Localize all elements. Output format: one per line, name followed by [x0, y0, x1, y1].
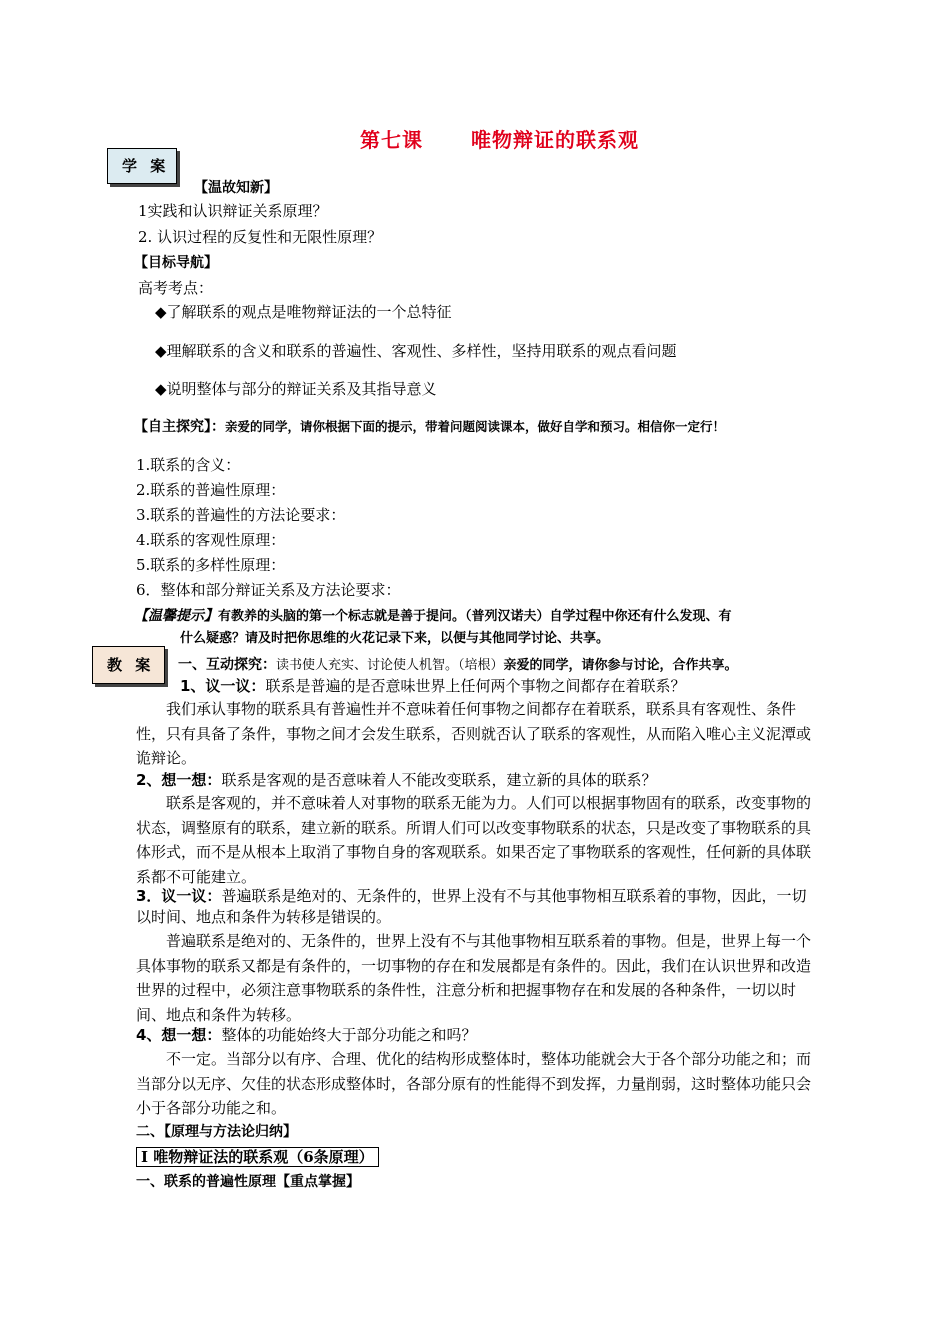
summary-subheading: 一、联系的普遍性原理【重点掌握】: [136, 1174, 360, 1190]
exam-points-label: 高考考点：: [138, 279, 214, 297]
answer-1: 我们承认事物的联系具有普遍性并不意味着任何事物之间都存在着联系，联系具有客观性、条件性，只有具备了条件，事物之间才会发生联系，否则就否认了联系的客观性，从而陷入唯心主义泥潭或诡辩论。: [136, 700, 812, 767]
answer-3: 普遍联系是绝对的、无条件的，世界上没有不与其他事物相互联系着的事物。但是，世界上每一个具体事物的联系又都是有条件的，一切事物的存在和发展都是有条件的。因此，我们在认识世界和改造世界的过程中，必须注意事物联系的条件性，注意分析和把握事物存在和发展的各种条件，一切以时间、地点和条件为转移。: [136, 932, 812, 1024]
self-study-item: 5.联系的多样性原理：: [136, 556, 286, 574]
question-2-text: 联系是客观的是否意味着人不能改变联系，建立新的具体的联系？: [221, 771, 657, 789]
review-heading: 【温故知新】: [194, 180, 278, 196]
page-title: [360, 124, 639, 153]
question-4-label: 4、想一想：: [136, 1026, 222, 1044]
summary-box: [136, 1147, 379, 1167]
interactive-heading: 一、互动探究：: [178, 657, 276, 673]
tip-line-1: [134, 606, 732, 627]
question-1-text: 联系是普遍的是否意味世界上任何两个事物之间都存在着联系？: [265, 677, 686, 695]
answer-4: 不一定。当部分以有序、合理、优化的结构形成整体时，整体功能就会大于各个部分功能之和；而当部分以无序、欠佳的状态形成整体时，各部分原有的性能得不到发挥，力量削弱，这时整体功能只会小于各部分功能之和。: [136, 1050, 812, 1117]
review-q2: 2. 认识过程的反复性和无限性原理？: [138, 228, 383, 246]
xuean-label-box: 学 案: [107, 148, 177, 184]
goal-item: ◆理解联系的含义和联系的普遍性、客观性、多样性，坚持用联系的观点看问题: [155, 342, 677, 360]
tip-text-1: 有教养的头脑的第一个标志就是善于提问。（普列汉诺夫）自学过程中你还有什么发现、有: [218, 609, 732, 624]
tip-heading: 【温馨提示】: [134, 608, 218, 624]
self-study-intro: 亲爱的同学，请你根据下面的提示，带着问题阅读课本，做好自学和预习。相信你一定行！: [225, 419, 726, 434]
question-1-label: 1、议一议：: [180, 677, 266, 695]
interactive-line: [178, 655, 738, 676]
goal-item: ◆说明整体与部分的辩证关系及其指导意义: [155, 380, 437, 398]
goal-item: ◆了解联系的观点是唯物辩证法的一个总特征: [155, 303, 452, 321]
goals-heading: 【目标导航】: [134, 255, 218, 271]
self-study-item: 2.联系的普遍性原理：: [136, 481, 286, 499]
question-3-label: 3．议一议：: [136, 887, 222, 905]
self-study-item: 3.联系的普遍性的方法论要求：: [136, 506, 346, 524]
question-3: [136, 886, 814, 928]
answer-2: 联系是客观的，并不意味着人对事物的联系无能为力。人们可以根据事物固有的联系，改变事物的状态，调整原有的联系，建立新的联系。所谓人们可以改变事物联系的状态，只是改变了事物联系的具体形式，而不是从根本上取消了事物自身的客观联系。如果否定了事物联系的客观性，任何新的具体联系都不可能建立。: [136, 794, 812, 886]
question-4-text: 整体的功能始终大于部分功能之和吗？: [221, 1026, 477, 1044]
title-topic: 唯物辩证的联系观: [471, 128, 639, 152]
question-2: [136, 770, 656, 790]
summary-box-text: Ⅰ 唯物辩证法的联系观（6条原理）: [136, 1147, 379, 1167]
question-2-label: 2、想一想：: [136, 771, 222, 789]
self-study-item: 6．整体和部分辩证关系及方法论要求：: [136, 581, 401, 599]
question-3-text: 普遍联系是绝对的、无条件的，世界上没有不与其他事物相互联系着的事物，因此，一切以时间、地点和条件为转移是错误的。: [136, 887, 807, 926]
title-lesson: 第七课: [360, 128, 423, 152]
review-q1: 1实践和认识辩证关系原理？: [138, 202, 328, 220]
jiaoan-label-box: 教 案: [92, 646, 165, 684]
tip-text-2: 什么疑惑？请及时把你思维的火花记录下来，以便与其他同学讨论、共享。: [180, 631, 610, 646]
self-study-heading: 【自主探究】：: [134, 419, 225, 435]
self-study-item: 1.联系的含义：: [136, 456, 241, 474]
self-study-line: [134, 417, 725, 437]
interactive-invite: 亲爱的同学，请你参与讨论，合作共享。: [503, 658, 738, 673]
self-study-item: 4.联系的客观性原理：: [136, 531, 286, 549]
summary-heading: 二、【原理与方法论归纳】: [136, 1124, 297, 1140]
question-1: [180, 676, 685, 696]
interactive-quote: 读书使人充实、讨论使人机智。（培根）: [276, 658, 504, 673]
question-4: [136, 1025, 476, 1045]
